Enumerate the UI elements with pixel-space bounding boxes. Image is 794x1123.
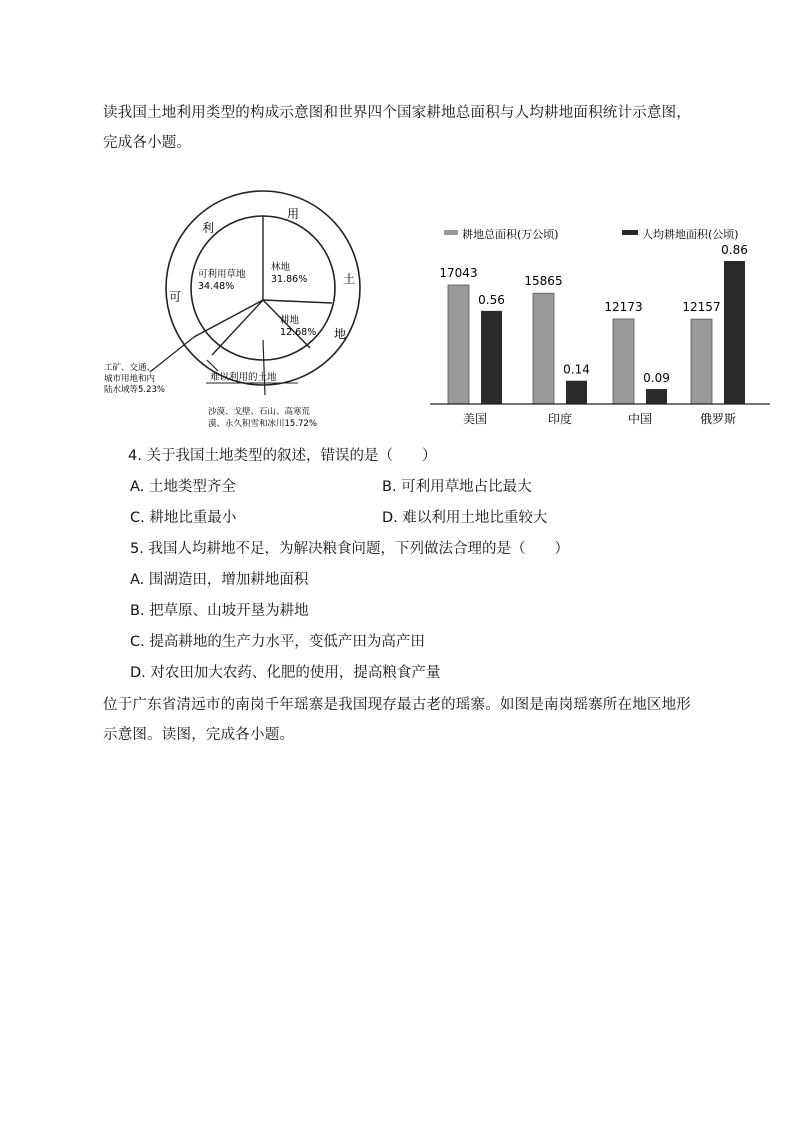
divider-line	[212, 300, 263, 355]
slice-value-cropland: 12.68%	[280, 327, 317, 338]
intro-paragraph-2: 位于广东省清远市的南岗千年瑶寨是我国现存最古老的瑶寨。如图是南岗瑶寨所在地区地形示意图。读图，完成各小题。	[103, 697, 691, 743]
category-label: 印度	[547, 412, 573, 426]
unusable-land-label: 难以利用的土地	[210, 372, 277, 383]
q4-option-d[interactable]: D. 难以利用土地比重较大	[382, 510, 548, 526]
bar-per-capita	[646, 389, 667, 404]
slice-label-desert: 漠、永久积雪和冰川15.72%	[208, 419, 317, 429]
q4-option-c[interactable]: C. 耕地比重最小	[130, 510, 237, 526]
question-4-stem: 4. 关于我国土地类型的叙述，错误的是（ ）	[128, 448, 437, 464]
land-use-pie-diagram	[100, 190, 420, 430]
slice-value-forest: 31.86%	[271, 274, 308, 285]
question-5-stem: 5. 我国人均耕地不足，为解决粮食问题，下列做法合理的是（ ）	[130, 541, 569, 557]
slice-label-industrial: 城市用地和内	[104, 374, 156, 384]
bar-per-capita	[481, 311, 502, 404]
slice-label-forest: 林地	[271, 262, 291, 273]
slice-label-grassland: 可利用草地	[198, 269, 246, 280]
q4-option-b[interactable]: B. 可利用草地占比最大	[382, 479, 532, 495]
divider-line	[263, 300, 332, 303]
slice-label-industrial: 工矿、交通、	[104, 363, 156, 373]
category-label: 中国	[627, 412, 653, 426]
ring-char: 可	[169, 290, 182, 304]
category-label: 美国	[462, 412, 488, 426]
category-label: 俄罗斯	[699, 412, 737, 426]
intro-paragraph-1: 读我国土地利用类型的构成示意图和世界四个国家耕地总面积与人均耕地面积统计示意图，完成各小题。	[103, 105, 691, 151]
data-label-per-capita: 0.56	[478, 292, 505, 307]
q5-option-c[interactable]: C. 提高耕地的生产力水平，变低产田为高产田	[130, 634, 425, 650]
legend-swatch-total	[444, 230, 458, 235]
bar-total	[448, 285, 469, 404]
slice-label-industrial: 陆水域等5.23%	[104, 385, 166, 395]
bar-per-capita	[724, 261, 745, 404]
leader-line	[207, 360, 218, 371]
ring-char: 土	[343, 272, 356, 286]
bar-total	[613, 319, 634, 404]
cropland-bar-chart	[420, 218, 780, 438]
leader-line	[263, 340, 265, 395]
slice-value-grassland: 34.48%	[198, 281, 235, 292]
bar-total	[691, 319, 712, 404]
data-label-per-capita: 0.09	[643, 371, 670, 386]
data-label-total: 12173	[604, 300, 643, 315]
ring-char: 利	[202, 221, 215, 235]
q5-option-b[interactable]: B. 把草原、山坡开垦为耕地	[130, 603, 309, 619]
legend-label-total: 耕地总面积(万公顷)	[462, 228, 559, 241]
ring-char: 用	[287, 207, 300, 221]
q4-option-a[interactable]: A. 土地类型齐全	[130, 479, 236, 495]
data-label-total: 12157	[682, 300, 721, 315]
leader-line	[150, 337, 194, 372]
data-label-per-capita: 0.86	[721, 243, 748, 257]
legend-swatch-per-capita	[622, 230, 638, 235]
divider-line	[194, 300, 263, 337]
data-label-total: 15865	[524, 274, 563, 289]
slice-label-cropland: 耕地	[280, 315, 300, 326]
data-label-total: 17043	[439, 266, 478, 280]
legend-label-per-capita: 人均耕地面积(公顷)	[642, 228, 739, 241]
slice-label-desert: 沙漠、戈壁、石山、高寒荒	[208, 407, 311, 417]
bar-per-capita	[566, 381, 587, 404]
data-label-per-capita: 0.14	[563, 362, 590, 377]
q5-option-d[interactable]: D. 对农田加大农药、化肥的使用，提高粮食产量	[130, 665, 441, 681]
q5-option-a[interactable]: A. 围湖造田，增加耕地面积	[130, 572, 309, 588]
bar-total	[533, 293, 554, 404]
ring-char: 地	[334, 327, 347, 341]
